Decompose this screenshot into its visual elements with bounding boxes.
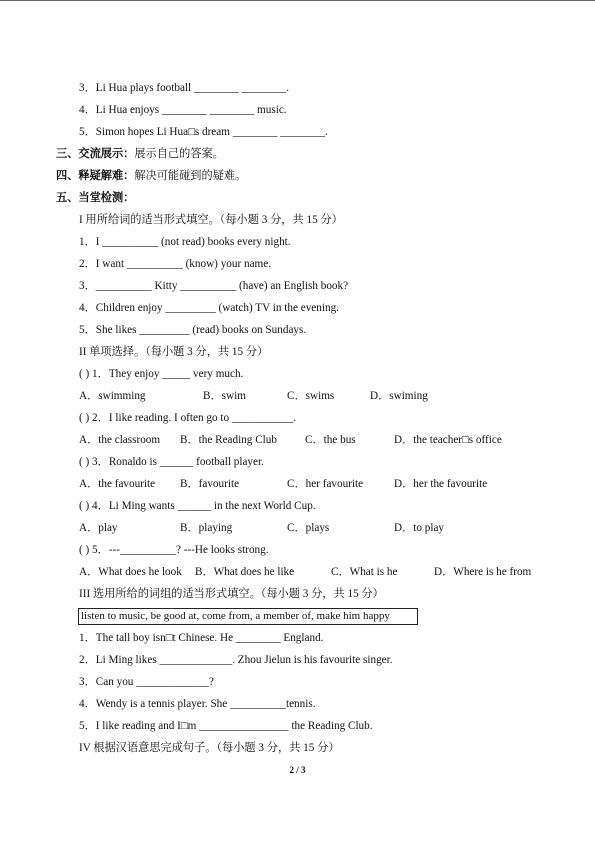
mc-question-stem: ( ) 2．I like reading. I often go to ___________.: [79, 412, 297, 424]
mc-option: A．play: [79, 522, 118, 534]
part-iii-heading: III 选用所给的词组的适当形式填空。（每小题 3 分，共 15 分）: [79, 588, 384, 600]
mc-option: D．the teacher□s office: [394, 434, 502, 446]
fill-item: 2．I want __________ (know) your name.: [79, 258, 272, 270]
mc-option: C．plays: [287, 522, 330, 534]
section-heading-3: [56, 147, 224, 161]
section-label: 五、当堂检测：: [56, 192, 135, 204]
fill-item: 1．I __________ (not read) books every night.: [79, 236, 291, 248]
mc-option: B．What does he like: [195, 566, 295, 578]
exercise-item: 3．Li Hua plays football ________ ________.: [79, 82, 290, 94]
mc-question-stem: ( ) 3．Ronaldo is ______ football player.: [79, 456, 264, 468]
page-top-rule: [0, 0, 595, 1]
mc-question-stem: ( ) 1．They enjoy _____ very much.: [79, 368, 244, 380]
section-heading-4: [56, 169, 246, 183]
section-text: 解决可能碰到的疑难。: [134, 170, 247, 182]
mc-option: B．swim: [203, 390, 246, 402]
fill-item: 3．__________ Kitty __________ (have) an English book?: [79, 280, 349, 292]
mc-question-stem: ( ) 4．Li Ming wants ______ in the next World Cup.: [79, 500, 316, 512]
mc-option: B．favourite: [180, 478, 240, 490]
section-text: 展示自己的答案。: [134, 148, 224, 160]
phrase-item: 1．The tall boy isn□t Chinese. He ________ England.: [79, 632, 324, 644]
mc-option: C．swims: [287, 390, 335, 402]
phrase-item: 3．Can you _____________?: [79, 676, 214, 688]
mc-option: A．the classroom: [79, 434, 161, 446]
exercise-item: 5．Simon hopes Li Hua□s dream ________ ________.: [79, 126, 328, 138]
mc-option: A．the favourite: [79, 478, 156, 490]
mc-option: B．playing: [180, 522, 233, 534]
mc-option: C．the bus: [305, 434, 356, 446]
fill-item: 4．Children enjoy _________ (watch) TV in the evening.: [79, 302, 339, 314]
mc-option: D．swiming: [370, 390, 428, 402]
part-i-heading: I 用所给词的适当形式填空。（每小题 3 分，共 15 分）: [79, 214, 343, 226]
part-iv-heading: IV 根据汉语意思完成句子。（每小题 3 分，共 15 分）: [79, 742, 340, 754]
exercise-item: 4．Li Hua enjoys ________ ________ music.: [79, 104, 287, 116]
mc-option: B．the Reading Club: [180, 434, 277, 446]
mc-option: A．What does he look: [79, 566, 182, 578]
word-bank-box: listen to music, be good at, come from, a member of, make him happy: [78, 608, 418, 625]
phrase-item: 5．I like reading and I□m ________________ the Reading Club.: [79, 720, 373, 732]
mc-option: D．her the favourite: [394, 478, 488, 490]
mc-option: C．What is he: [331, 566, 398, 578]
mc-option: D．to play: [394, 522, 445, 534]
section-label: 三、交流展示：: [56, 148, 135, 160]
section-label: 四、释疑解难：: [56, 170, 135, 182]
mc-question-stem: ( ) 5．---__________? ---He looks strong.: [79, 544, 269, 556]
mc-option: D．Where is he from: [434, 566, 532, 578]
mc-option: C．her favourite: [287, 478, 364, 490]
part-ii-heading: II 单项选择。（每小题 3 分，共 15 分）: [79, 346, 269, 358]
page-number: 2 / 3: [289, 765, 306, 775]
phrase-item: 4．Wendy is a tennis player. She __________tennis.: [79, 698, 316, 710]
mc-option: A．swimming: [79, 390, 146, 402]
section-heading-5: [56, 191, 134, 205]
phrase-item: 2．Li Ming likes _____________. Zhou Jielun is his favourite singer.: [79, 654, 393, 666]
fill-item: 5．She likes _________ (read) books on Sundays.: [79, 324, 307, 336]
